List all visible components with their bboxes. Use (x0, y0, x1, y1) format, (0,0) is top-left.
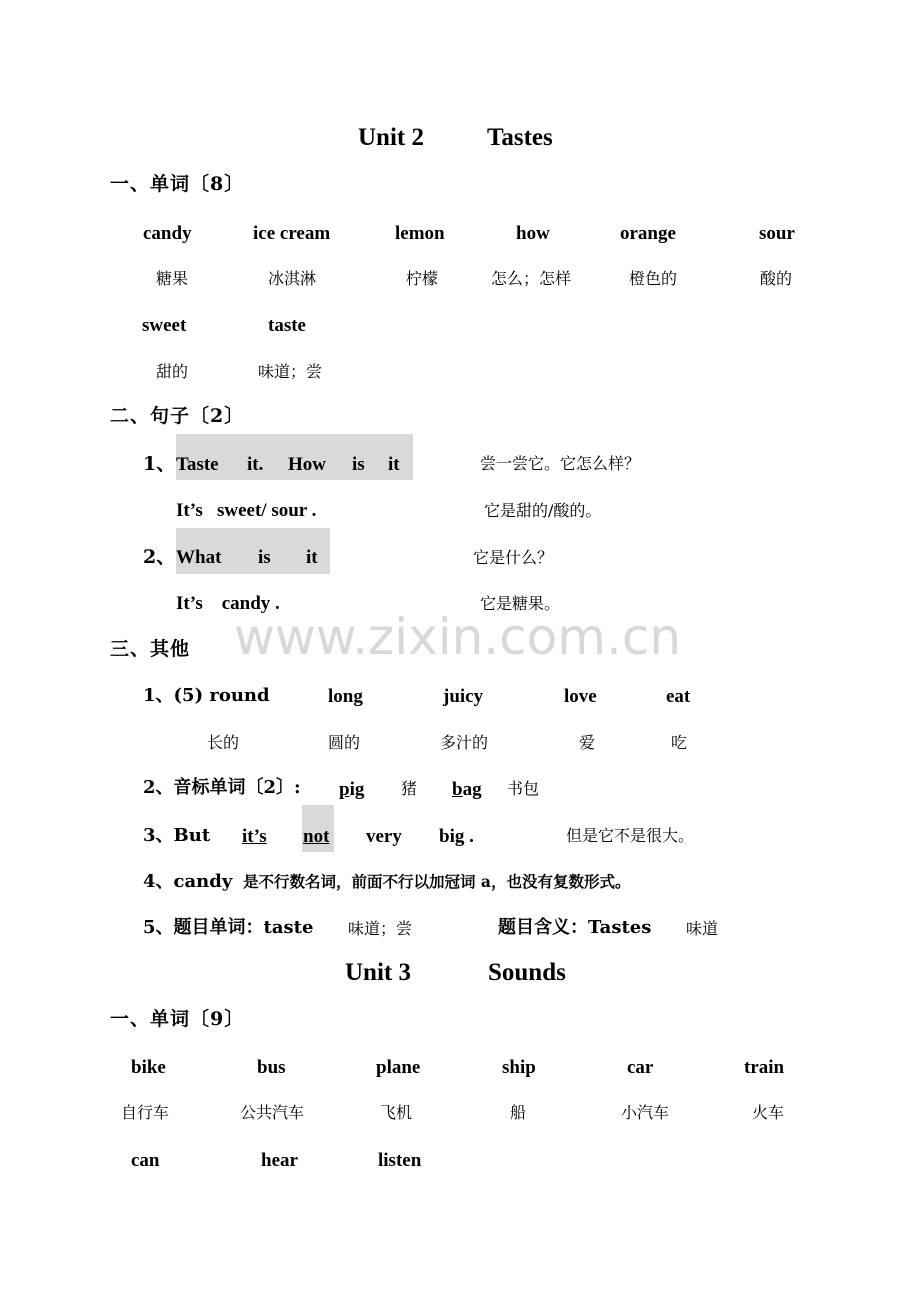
meaning-car: 小汽车 (621, 1103, 670, 1122)
unit2-title-name: Tastes (487, 124, 553, 151)
word-car: car (627, 1057, 654, 1078)
meaning-train: 火车 (752, 1103, 785, 1122)
meaning-ship: 船 (510, 1103, 527, 1122)
sentence2-word: What (176, 547, 222, 568)
sentence1-word: it (388, 454, 400, 475)
meaning-lemon: 柠檬 (406, 269, 439, 288)
unit2-title-unit: Unit 2 (358, 124, 424, 151)
unit3-words-heading: 一、单词〔9〕 (110, 1008, 245, 1030)
unit3-title-unit: Unit 3 (345, 959, 411, 986)
word-ice-cream: ice cream (253, 223, 331, 244)
unit2-other-heading: 三、其他 (110, 638, 191, 660)
meaning-taste: 味道；尝 (258, 362, 323, 381)
sentence2-translation: 它是什么？ (473, 548, 554, 567)
word-ship: ship (502, 1057, 536, 1078)
other2-word-pig-underlined: p (339, 779, 350, 800)
other2-word-bag-rest: ag (462, 779, 482, 800)
other5-label2: 题目含义：Tastes (498, 917, 652, 938)
other3-translation: 但是它不是很大。 (566, 826, 695, 845)
other3-big: big . (439, 826, 474, 847)
other2-word-pig (339, 780, 364, 799)
other3-not: not (303, 826, 330, 847)
word-how: how (516, 223, 550, 244)
sentence2-number: 2、 (143, 546, 176, 568)
sentence2-answer-translation: 它是糖果。 (480, 594, 561, 613)
sentence1-translation: 尝一尝它。它怎么样？ (480, 454, 641, 473)
other1-meaning: 多汁的 (440, 733, 489, 752)
other1-meaning: 吃 (671, 733, 688, 752)
word-plane: plane (376, 1057, 421, 1078)
sentence1-word: How (288, 454, 326, 475)
other1-word-long: long (328, 686, 363, 707)
word-lemon: lemon (395, 223, 445, 244)
word-candy: candy (143, 223, 192, 244)
sentence1-word: Taste (176, 454, 219, 475)
sentence1-number: 1、 (143, 453, 176, 475)
meaning-how: 怎么；怎样 (491, 269, 572, 288)
other5-meaning: 味道；尝 (348, 919, 413, 938)
other2-label: 2、音标单词〔2〕: (143, 777, 301, 798)
other4-label: 4、candy (143, 871, 233, 892)
word-bike: bike (131, 1057, 166, 1078)
sentence1-answer: It’s sweet/ sour . (176, 500, 317, 521)
other1-meaning: 爱 (579, 733, 596, 752)
other2-word-pig-rest: ig (349, 779, 365, 800)
meaning-plane: 飞机 (380, 1103, 413, 1122)
meaning-sweet: 甜的 (156, 362, 189, 381)
other3-very: very (366, 826, 402, 847)
sentence1-word: is (352, 454, 365, 475)
other1-meaning: 长的 (207, 733, 240, 752)
other2-meaning-pig: 猪 (401, 779, 418, 798)
sentence1-word: it. (247, 454, 264, 475)
other2-meaning-bag: 书包 (507, 779, 540, 798)
unit2-words-heading: 一、单词〔8〕 (110, 173, 245, 195)
word-listen: listen (378, 1150, 422, 1171)
word-taste: taste (268, 315, 306, 336)
meaning-ice-cream: 冰淇淋 (268, 269, 317, 288)
word-can: can (131, 1150, 160, 1171)
other1-label: 1、(5) round (143, 685, 270, 706)
other3-label: 3、But (143, 825, 211, 846)
other1-meaning: 圆的 (328, 733, 361, 752)
word-train: train (744, 1057, 785, 1078)
other3-its: it’s (242, 826, 267, 847)
other2-word-bag-underlined: b (452, 779, 463, 800)
other1-word-juicy: juicy (443, 686, 484, 707)
other5-meaning2: 味道 (686, 919, 719, 938)
meaning-candy: 糖果 (156, 269, 189, 288)
other4-note: 是不行数名词，前面不行以加冠词 a，也没有复数形式。 (243, 872, 631, 891)
sentence2-answer: It’s candy . (176, 593, 280, 614)
sentence2-word: it (306, 547, 318, 568)
sentence1-answer-translation: 它是甜的/酸的。 (484, 501, 602, 520)
other5-label: 5、题目单词：taste (143, 917, 314, 938)
word-bus: bus (257, 1057, 286, 1078)
word-sour: sour (759, 223, 795, 244)
word-orange: orange (620, 223, 676, 244)
unit3-title-name: Sounds (488, 959, 566, 986)
unit2-sentences-heading: 二、句子〔2〕 (110, 405, 245, 427)
word-sweet: sweet (142, 315, 187, 336)
other2-word-bag (452, 780, 482, 799)
other1-word-love: love (564, 686, 597, 707)
other1-word-eat: eat (666, 686, 691, 707)
meaning-sour: 酸的 (760, 269, 793, 288)
sentence2-word: is (258, 547, 271, 568)
meaning-bus: 公共汽车 (240, 1103, 305, 1122)
meaning-orange: 橙色的 (629, 269, 678, 288)
word-hear: hear (261, 1150, 298, 1171)
watermark: www.zixin.com.cn (234, 608, 682, 666)
meaning-bike: 自行车 (121, 1103, 170, 1122)
